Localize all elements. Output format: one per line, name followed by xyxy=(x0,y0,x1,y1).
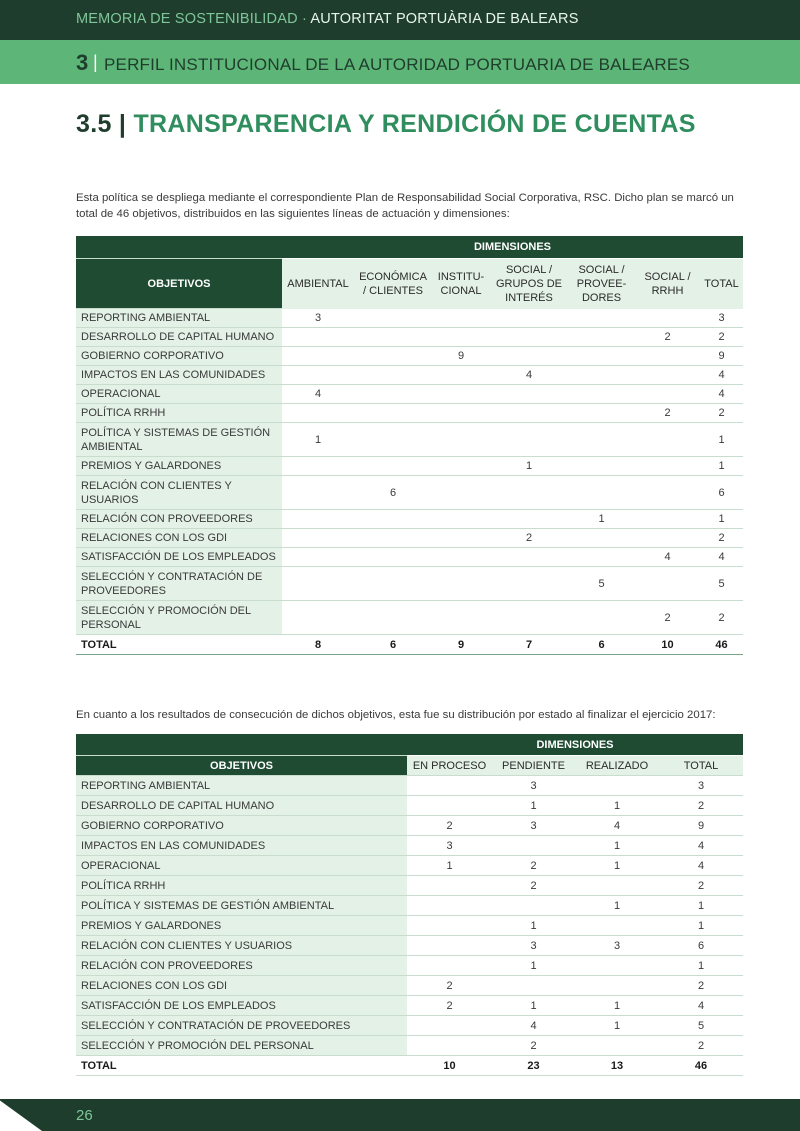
total-cell: 46 xyxy=(700,635,743,655)
row-label: RELACIONES CON LOS GDI xyxy=(76,529,282,548)
table-cell: 3 xyxy=(492,936,575,956)
report-title: MEMORIA DE SOSTENIBILIDAD · xyxy=(76,11,311,27)
table-row xyxy=(76,601,743,635)
table-cell xyxy=(568,423,635,457)
row-label: PREMIOS Y GALARDONES xyxy=(76,916,407,936)
table-cell xyxy=(354,347,432,366)
table-cell xyxy=(354,385,432,404)
table-cell: 2 xyxy=(700,404,743,423)
table-cell xyxy=(432,309,490,328)
table-cell xyxy=(354,404,432,423)
table-cell: 3 xyxy=(407,836,492,856)
table-cell xyxy=(354,423,432,457)
table-cell: 2 xyxy=(635,404,700,423)
table-row xyxy=(76,936,743,956)
table-cell xyxy=(575,876,659,896)
table-row xyxy=(76,996,743,1016)
table-cell xyxy=(568,309,635,328)
table-cell xyxy=(568,328,635,347)
table-cell xyxy=(407,896,492,916)
column-header-row xyxy=(76,259,743,309)
table-cell xyxy=(432,529,490,548)
table-cell: 1 xyxy=(659,916,743,936)
table-cell: 4 xyxy=(700,366,743,385)
table-row xyxy=(76,836,743,856)
dimensions-header: DIMENSIONES xyxy=(407,734,743,756)
total-cell: 9 xyxy=(432,635,490,655)
column-header-line: / CLIENTES xyxy=(363,284,423,297)
table-cell: 3 xyxy=(659,776,743,796)
column-header xyxy=(490,259,568,309)
table-cell xyxy=(407,1036,492,1056)
table-cell xyxy=(432,476,490,510)
column-header-line: SOCIAL / xyxy=(505,263,553,276)
table-row xyxy=(76,956,743,976)
column-header-row xyxy=(76,756,743,776)
row-label: GOBIERNO CORPORATIVO xyxy=(76,816,407,836)
heading-number: 3.5 | xyxy=(76,110,127,138)
table-cell xyxy=(432,567,490,601)
table-cell: 2 xyxy=(492,1036,575,1056)
table-cell: 5 xyxy=(700,567,743,601)
column-header: EN PROCESO xyxy=(407,756,492,776)
table-cell xyxy=(568,548,635,567)
table-cell xyxy=(568,457,635,476)
column-header-line: ECONÓMICA xyxy=(359,270,427,283)
table-cell xyxy=(282,366,354,385)
table-cell: 1 xyxy=(700,457,743,476)
table-cell: 5 xyxy=(568,567,635,601)
row-label: OPERACIONAL xyxy=(76,385,282,404)
table-row xyxy=(76,529,743,548)
footer-stripe xyxy=(0,1099,42,1131)
table-cell: 4 xyxy=(490,366,568,385)
total-cell: 10 xyxy=(635,635,700,655)
table-cell xyxy=(282,328,354,347)
table-cell xyxy=(575,916,659,936)
table-cell: 1 xyxy=(575,836,659,856)
table-cell xyxy=(568,385,635,404)
table-cell: 2 xyxy=(659,876,743,896)
table-cell xyxy=(354,309,432,328)
table-cell xyxy=(282,457,354,476)
column-header-line: INTERÉS xyxy=(505,291,553,304)
column-header xyxy=(568,259,635,309)
table-cell xyxy=(407,936,492,956)
table-cell xyxy=(635,347,700,366)
table-cell xyxy=(282,510,354,529)
intro-paragraph: Esta política se despliega mediante el correspondiente Plan de Responsabilidad Social Corporativa, RSC. Dicho plan se marcó un total de 46 objetivos, distribuidos en las siguientes líneas de actuación y dimensiones: xyxy=(76,192,734,220)
total-cell: 6 xyxy=(568,635,635,655)
row-label: POLÍTICA Y SISTEMAS DE GESTIÓN AMBIENTAL xyxy=(76,423,282,457)
organization-name: AUTORITAT PORTUÀRIA DE BALEARS xyxy=(310,11,579,27)
table-cell: 1 xyxy=(575,1016,659,1036)
table-cell: 2 xyxy=(659,1036,743,1056)
row-label: REPORTING AMBIENTAL xyxy=(76,309,282,328)
table-cell: 2 xyxy=(635,328,700,347)
table-cell: 4 xyxy=(700,385,743,404)
table-row xyxy=(76,347,743,366)
table-cell xyxy=(490,601,568,635)
table-cell xyxy=(432,423,490,457)
table-cell xyxy=(407,796,492,816)
row-label: REPORTING AMBIENTAL xyxy=(76,776,407,796)
table-cell xyxy=(568,529,635,548)
table-cell xyxy=(432,601,490,635)
table-cell xyxy=(635,423,700,457)
table-cell: 3 xyxy=(575,936,659,956)
top-header-bar xyxy=(0,0,800,40)
table-row xyxy=(76,366,743,385)
row-label: IMPACTOS EN LAS COMUNIDADES xyxy=(76,836,407,856)
column-header-line: PROVEE- xyxy=(576,277,627,290)
column-header-line: RRHH xyxy=(651,284,684,297)
table-row xyxy=(76,404,743,423)
row-label: POLÍTICA RRHH xyxy=(76,404,282,423)
table-cell: 9 xyxy=(432,347,490,366)
total-label: TOTAL xyxy=(76,1056,407,1076)
header-spacer xyxy=(76,236,282,259)
table-row xyxy=(76,567,743,601)
table-cell: 1 xyxy=(575,996,659,1016)
table-cell xyxy=(635,309,700,328)
dimensions-header: DIMENSIONES xyxy=(282,236,743,259)
table-row xyxy=(76,796,743,816)
row-label: SELECCIÓN Y CONTRATACIÓN DE PROVEEDORES xyxy=(76,1016,407,1036)
table-cell: 4 xyxy=(492,1016,575,1036)
header-spacer xyxy=(76,734,407,756)
table-cell xyxy=(492,896,575,916)
table-cell: 1 xyxy=(700,510,743,529)
column-header-line: SOCIAL / xyxy=(644,270,691,283)
table-row xyxy=(76,423,743,457)
table-cell xyxy=(635,476,700,510)
table-cell xyxy=(407,1016,492,1036)
objectives-header: OBJETIVOS xyxy=(76,259,282,309)
column-header xyxy=(700,259,743,309)
table-cell xyxy=(407,956,492,976)
table-cell xyxy=(635,385,700,404)
table-cell xyxy=(354,529,432,548)
table-cell xyxy=(568,404,635,423)
table-cell xyxy=(635,510,700,529)
table-cell xyxy=(282,476,354,510)
table-cell xyxy=(432,548,490,567)
table-cell: 2 xyxy=(407,996,492,1016)
total-cell: 13 xyxy=(575,1056,659,1076)
column-header: PENDIENTE xyxy=(492,756,575,776)
row-label: SELECCIÓN Y PROMOCIÓN DEL PERSONAL xyxy=(76,601,282,635)
table-cell: 2 xyxy=(700,328,743,347)
table-cell: 4 xyxy=(659,836,743,856)
table-row xyxy=(76,876,743,896)
table-cell xyxy=(354,328,432,347)
table-cell: 3 xyxy=(492,816,575,836)
table-cell xyxy=(635,366,700,385)
table-row xyxy=(76,309,743,328)
total-cell: 6 xyxy=(354,635,432,655)
report-breadcrumb xyxy=(76,11,579,27)
table-cell xyxy=(407,876,492,896)
row-label: GOBIERNO CORPORATIVO xyxy=(76,347,282,366)
table-cell: 2 xyxy=(407,816,492,836)
table-cell xyxy=(490,328,568,347)
total-cell: 7 xyxy=(490,635,568,655)
column-header-line: TOTAL xyxy=(704,277,739,290)
row-label: SATISFACCIÓN DE LOS EMPLEADOS xyxy=(76,548,282,567)
table-cell: 6 xyxy=(659,936,743,956)
column-header xyxy=(354,259,432,309)
table-cell xyxy=(490,510,568,529)
table-cell: 2 xyxy=(490,529,568,548)
table-cell xyxy=(490,404,568,423)
table-cell: 2 xyxy=(492,856,575,876)
table-cell: 1 xyxy=(282,423,354,457)
table-cell xyxy=(568,476,635,510)
table-cell: 4 xyxy=(635,548,700,567)
row-label: RELACIÓN CON PROVEEDORES xyxy=(76,510,282,529)
table-cell xyxy=(490,385,568,404)
total-cell: 46 xyxy=(659,1056,743,1076)
table-row xyxy=(76,1036,743,1056)
table-cell: 4 xyxy=(575,816,659,836)
table-cell xyxy=(575,1036,659,1056)
table-cell xyxy=(407,776,492,796)
table-row xyxy=(76,1016,743,1036)
table-cell: 1 xyxy=(492,996,575,1016)
table-row xyxy=(76,916,743,936)
page-number: 26 xyxy=(76,1107,93,1124)
row-label: POLÍTICA RRHH xyxy=(76,876,407,896)
table-row xyxy=(76,457,743,476)
section-title: PERFIL INSTITUCIONAL DE LA AUTORIDAD PORTUARIA DE BALEARES xyxy=(104,55,690,74)
table-row xyxy=(76,816,743,836)
column-header-line: SOCIAL / xyxy=(578,263,625,276)
table-cell xyxy=(635,567,700,601)
column-header-line: INSTITU- xyxy=(437,270,485,283)
table-cell: 4 xyxy=(659,996,743,1016)
row-label: OPERACIONAL xyxy=(76,856,407,876)
table-cell xyxy=(490,567,568,601)
table-cell: 2 xyxy=(700,601,743,635)
section-bar xyxy=(0,40,800,84)
table-cell xyxy=(432,510,490,529)
table-row xyxy=(76,896,743,916)
column-header xyxy=(635,259,700,309)
table-cell xyxy=(490,548,568,567)
table-cell: 1 xyxy=(492,916,575,936)
objectives-by-status-table xyxy=(76,734,743,1076)
table-row xyxy=(76,385,743,404)
table-cell: 4 xyxy=(282,385,354,404)
column-header: REALIZADO xyxy=(575,756,659,776)
total-row xyxy=(76,635,743,655)
table-cell: 9 xyxy=(659,816,743,836)
table-cell xyxy=(282,347,354,366)
table-row xyxy=(76,776,743,796)
total-cell: 23 xyxy=(492,1056,575,1076)
table-cell: 1 xyxy=(492,956,575,976)
table-cell xyxy=(575,776,659,796)
row-label: SELECCIÓN Y CONTRATACIÓN DE PROVEEDORES xyxy=(76,567,282,601)
table-cell xyxy=(490,309,568,328)
table-cell xyxy=(568,366,635,385)
table-cell: 5 xyxy=(659,1016,743,1036)
table-row xyxy=(76,976,743,996)
page-footer xyxy=(0,1099,800,1131)
table-cell: 9 xyxy=(700,347,743,366)
table-row xyxy=(76,510,743,529)
table-cell xyxy=(354,601,432,635)
row-label: RELACIONES CON LOS GDI xyxy=(76,976,407,996)
table-cell xyxy=(635,529,700,548)
table-cell xyxy=(354,548,432,567)
table-cell xyxy=(635,457,700,476)
row-label: DESARROLLO DE CAPITAL HUMANO xyxy=(76,328,282,347)
table-cell xyxy=(407,916,492,936)
table-cell xyxy=(492,836,575,856)
row-label: IMPACTOS EN LAS COMUNIDADES xyxy=(76,366,282,385)
total-cell: 8 xyxy=(282,635,354,655)
column-header-line: CIONAL xyxy=(440,284,482,297)
total-label: TOTAL xyxy=(76,635,282,655)
table-cell: 1 xyxy=(575,856,659,876)
row-label: RELACIÓN CON CLIENTES Y USUARIOS xyxy=(76,936,407,956)
table-cell xyxy=(492,976,575,996)
table-cell xyxy=(432,457,490,476)
table-row xyxy=(76,856,743,876)
column-header-line: DORES xyxy=(581,291,622,304)
second-paragraph: En cuanto a los resultados de consecución de dichos objetivos, esta fue su distribución por estado al finalizar el ejercicio 2017: xyxy=(76,709,716,721)
table-cell xyxy=(432,385,490,404)
table-cell: 3 xyxy=(282,309,354,328)
table-cell xyxy=(490,476,568,510)
table-cell: 3 xyxy=(492,776,575,796)
table-cell xyxy=(282,529,354,548)
table-cell: 6 xyxy=(700,476,743,510)
table-cell: 1 xyxy=(568,510,635,529)
column-header xyxy=(432,259,490,309)
table-cell: 2 xyxy=(407,976,492,996)
table-cell xyxy=(432,328,490,347)
table-cell: 1 xyxy=(659,896,743,916)
table-cell: 2 xyxy=(492,876,575,896)
table-cell xyxy=(282,601,354,635)
table-cell xyxy=(568,347,635,366)
table-cell: 4 xyxy=(700,548,743,567)
table-cell: 2 xyxy=(700,529,743,548)
table-cell xyxy=(282,567,354,601)
total-row xyxy=(76,1056,743,1076)
column-header-line: AMBIENTAL xyxy=(287,277,349,290)
column-header xyxy=(282,259,354,309)
table-cell xyxy=(282,404,354,423)
table-cell: 1 xyxy=(575,796,659,816)
table-cell: 1 xyxy=(490,457,568,476)
table-cell: 6 xyxy=(354,476,432,510)
table-cell: 2 xyxy=(659,976,743,996)
table-cell: 1 xyxy=(492,796,575,816)
column-header: TOTAL xyxy=(659,756,743,776)
table-row xyxy=(76,476,743,510)
row-label: POLÍTICA Y SISTEMAS DE GESTIÓN AMBIENTAL xyxy=(76,896,407,916)
row-label: RELACIÓN CON CLIENTES Y USUARIOS xyxy=(76,476,282,510)
table-cell xyxy=(568,601,635,635)
page-heading xyxy=(76,110,696,139)
table-cell xyxy=(432,366,490,385)
row-label: PREMIOS Y GALARDONES xyxy=(76,457,282,476)
table-cell: 1 xyxy=(700,423,743,457)
section-number: 3 xyxy=(76,50,89,75)
table-cell xyxy=(282,548,354,567)
table-cell xyxy=(354,510,432,529)
table-cell: 1 xyxy=(659,956,743,976)
table-cell xyxy=(354,567,432,601)
column-header-line: GRUPOS DE xyxy=(495,277,562,290)
table-cell xyxy=(490,423,568,457)
row-label: SATISFACCIÓN DE LOS EMPLEADOS xyxy=(76,996,407,1016)
table-cell xyxy=(432,404,490,423)
table-cell: 2 xyxy=(659,796,743,816)
table-cell xyxy=(575,976,659,996)
table-row xyxy=(76,548,743,567)
objectives-header: OBJETIVOS xyxy=(76,756,407,776)
table-cell: 1 xyxy=(575,896,659,916)
table-header-row xyxy=(76,734,743,756)
table-cell: 4 xyxy=(659,856,743,876)
row-label: RELACIÓN CON PROVEEDORES xyxy=(76,956,407,976)
table-header-row xyxy=(76,236,743,259)
table-row xyxy=(76,328,743,347)
row-label: SELECCIÓN Y PROMOCIÓN DEL PERSONAL xyxy=(76,1036,407,1056)
table-cell xyxy=(354,457,432,476)
objectives-by-dimension-table xyxy=(76,236,743,655)
table-cell xyxy=(575,956,659,976)
section-separator: | xyxy=(93,52,98,72)
table-cell: 2 xyxy=(635,601,700,635)
table-cell xyxy=(490,347,568,366)
row-label: DESARROLLO DE CAPITAL HUMANO xyxy=(76,796,407,816)
total-cell: 10 xyxy=(407,1056,492,1076)
table-cell xyxy=(354,366,432,385)
heading-title: TRANSPARENCIA Y RENDICIÓN DE CUENTAS xyxy=(133,110,696,138)
table-cell: 1 xyxy=(407,856,492,876)
table-cell: 3 xyxy=(700,309,743,328)
